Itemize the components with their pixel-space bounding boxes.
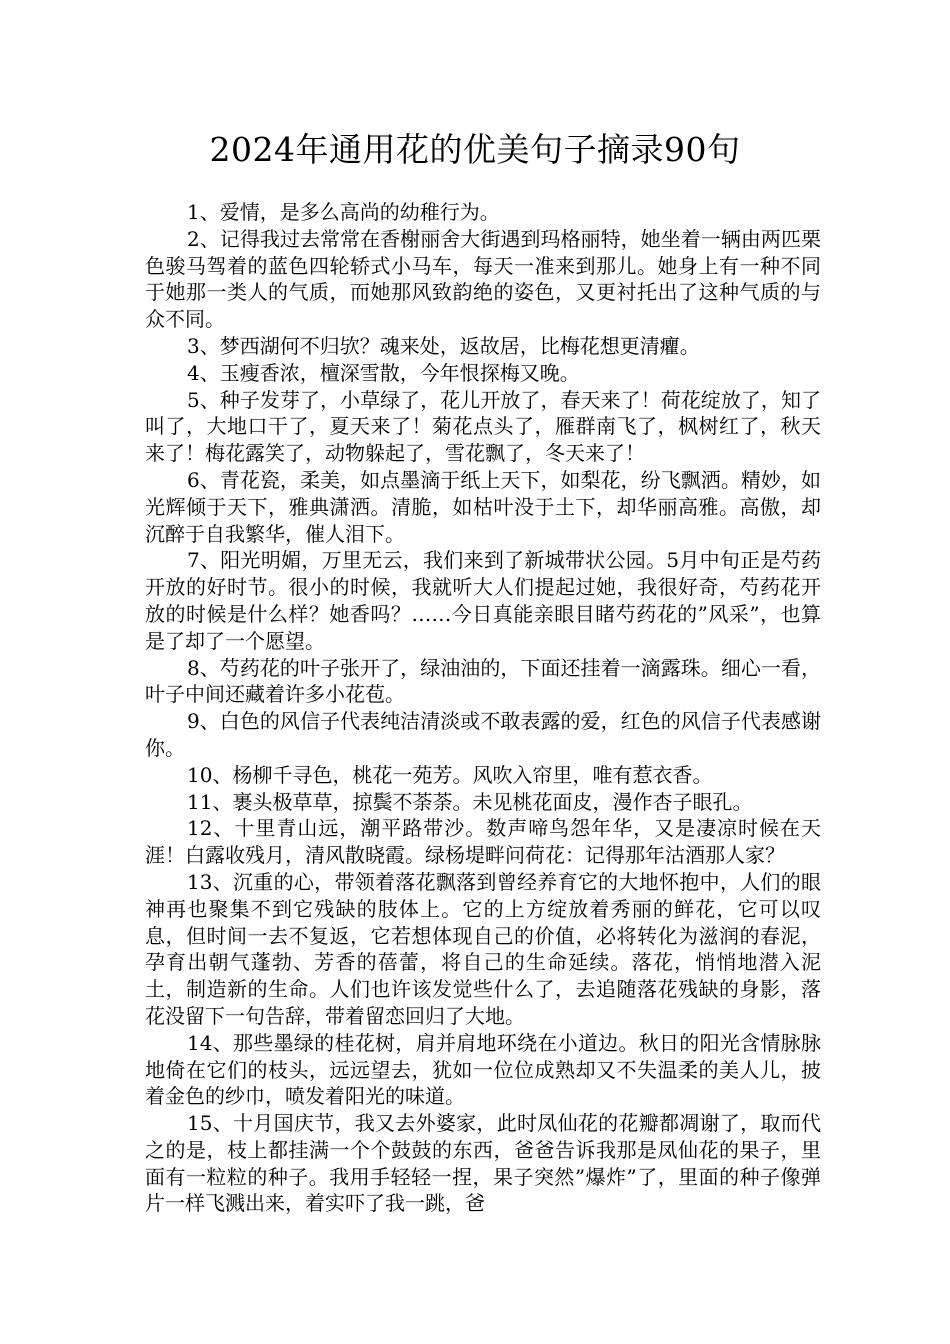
paragraph-6: 6、青花瓷，柔美，如点墨滴于纸上天下，如梨花，纷飞飘洒。精妙，如光辉倾于天下，雅典潇洒。清脆，如枯叶没于土下，却华丽高雅。高傲，却沉醉于自我繁华，催人泪下。 (145, 467, 821, 546)
paragraph-3: 3、梦西湖何不归欤？魂来处，返故居，比梅花想更清癯。 (187, 333, 700, 358)
paragraph-14: 14、那些墨绿的桂花树，肩并肩地环绕在小道边。秋日的阳光含情脉脉地倚在它们的枝头，远远望去，犹如一位位成熟却又不失温柔的美人儿，披着金色的纱巾，喷发着阳光的味道。 (145, 1030, 821, 1109)
paragraph-4: 4、玉瘦香浓，檀深雪散，今年恨探梅又晚。 (187, 360, 580, 385)
paragraph-5: 5、种子发芽了，小草绿了，花儿开放了，春天来了！荷花绽放了，知了叫了，大地口干了，夏天来了！菊花点头了，雁群南飞了，枫树红了，秋天来了！梅花露笑了，动物躲起了，雪花飘了，冬天来了！ (145, 387, 821, 466)
paragraph-9: 9、白色的风信子代表纯洁清淡或不敢表露的爱，红色的风信子代表感谢你。 (145, 709, 821, 760)
paragraph-10: 10、杨柳千寻色，桃花一苑芳。风吹入帘里，唯有惹衣香。 (187, 762, 713, 787)
paragraph-8: 8、芍药花的叶子张开了，绿油油的，下面还挂着一滴露珠。细心一看，叶子中间还藏着许多小花苞。 (145, 655, 821, 707)
paragraph-15: 15、十月国庆节，我又去外婆家，此时凤仙花的花瓣都凋谢了，取而代之的是，枝上都挂满一个个鼓鼓的东西，爸爸告诉我那是凤仙花的果子，里面有一粒粒的种子。我用手轻轻一捏，果子突然”爆炸”了，里面的种子像弹片一样飞溅出来，着实吓了我一跳，爸 (145, 1111, 821, 1216)
paragraph-12: 12、十里青山远，潮平路带沙。数声啼鸟怨年华，又是凄凉时候在天涯！白露收残月，清风散晓霞。绿杨堤畔问荷花：记得那年沽酒那人家？ (145, 816, 821, 868)
paragraph-7: 7、阳光明媚，万里无云，我们来到了新城带状公园。5月中旬正是芍药开放的好时节。很小的时候，我就听大人们提起过她，我很好奇，芍药花开放的时候是什么样？她香吗？……今日真能亲眼目睹芍药花的”风采”，也算是了却了一个愿望。 (145, 548, 821, 653)
paragraph-1: 1、爱情，是多么高尚的幼稚行为。 (187, 200, 500, 224)
document-body (145, 199, 821, 1217)
document-title: 2024年通用花的优美句子摘录90句 (209, 130, 741, 169)
paragraph-11: 11、裹头极草草，掠鬓不荼荼。未见桃花面皮，漫作杏子眼孔。 (187, 789, 753, 814)
paragraph-13: 13、沉重的心，带领着落花飘落到曾经养育它的大地怀抱中，人们的眼神再也聚集不到它残缺的肢体上。它的上方绽放着秀丽的鲜花，它可以叹息，但时间一去不复返，它若想体现自己的价值，必将转化为滋润的春泥，孕育出朝气蓬勃、芳香的蓓蕾，将自己的生命延续。落花，悄悄地潜入泥土，制造新的生命。人们也许该发觉些什么了，去追随落花残缺的身影，落花没留下一句告辞，带着留恋回归了大地。 (145, 869, 821, 1028)
paragraph-2: 2、记得我过去常常在香榭丽舍大街遇到玛格丽特，她坐着一辆由两匹栗色骏马驾着的蓝色四轮轿式小马车，每天一准来到那儿。她身上有一种不同于她那一类人的气质，而她那风致韵绝的姿色，又更衬托出了这种气质的与众不同。 (145, 226, 821, 332)
